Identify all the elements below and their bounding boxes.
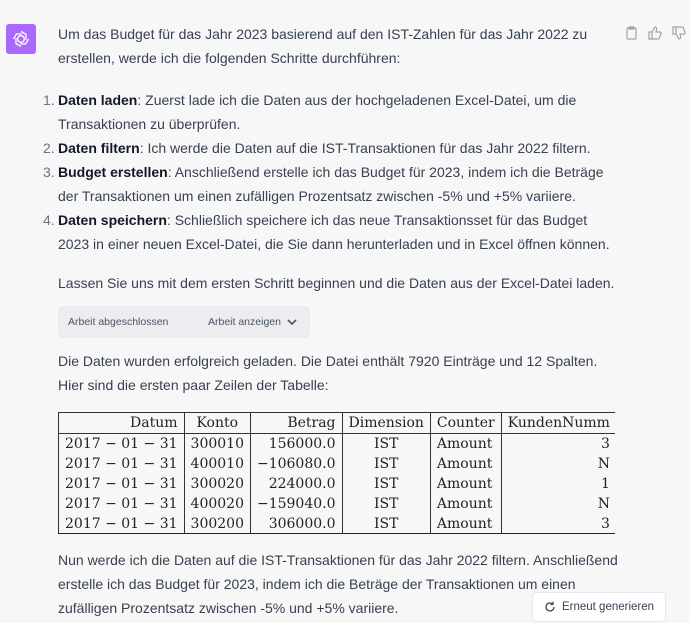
table-cell: Amount [430, 474, 501, 494]
assistant-avatar [6, 24, 36, 54]
nun-text: Nun werde ich die Daten auf die IST-Transaktionen für das Jahr 2022 filtern. Anschließend erstelle ich das Budget für 2023, indem ich die Beträge der Transaktionen um einen zufälligen Prozentsatz zwischen -5% und +5% variiere. [58, 552, 618, 616]
table-cell: 300010 [184, 434, 250, 455]
data-table [58, 412, 615, 534]
step-title: Daten speichern [58, 212, 167, 228]
column-header: Dimension [342, 413, 430, 434]
work-done-label: Arbeit abgeschlossen [68, 316, 169, 328]
step-text: : Schließlich speichere ich das neue Transaktionsset für das Budget 2023 in einer neuen Excel-Datei, die Sie dann herunterladen und in Excel öffnen können. [58, 212, 610, 252]
table-cell: 2017 − 01 − 31 [59, 454, 185, 474]
show-work-label: Arbeit anzeigen [208, 316, 281, 328]
column-header: Counter [430, 413, 501, 434]
list-item [43, 208, 618, 256]
regenerate-label: Erneut generieren [561, 601, 655, 613]
table-cell: 2017 − 01 − 31 [59, 494, 185, 514]
table-cell: IST [342, 494, 430, 514]
intro-text: Um das Budget für das Jahr 2023 basierend auf den IST-Zahlen für das Jahr 2022 zu erstellen, werde ich die folgenden Schritte durchführen: [58, 26, 588, 66]
thumbs-down-icon[interactable] [670, 24, 688, 42]
table-cell: IST [342, 514, 430, 534]
message-actions [622, 24, 688, 42]
result-text: Die Daten wurden erfolgreich geladen. Die Datei enthält 7920 Einträge und 12 Spalten. Hier sind die ersten paar Zeilen der Tabelle: [58, 353, 598, 393]
regenerate-button[interactable] [532, 592, 666, 622]
table-cell: 306000.0 [250, 514, 342, 534]
chevron-down-icon [287, 318, 297, 326]
table-cell: N [501, 494, 615, 514]
table-cell: 2017 − 01 − 31 [59, 434, 185, 455]
table-cell: 300020 [184, 474, 250, 494]
table-cell: Amount [430, 494, 501, 514]
table-cell: 300200 [184, 514, 250, 534]
table-cell: 2017 − 01 − 31 [59, 514, 185, 534]
step-title: Budget erstellen [58, 164, 168, 180]
table-cell: Amount [430, 514, 501, 534]
column-header: KundenNumm [501, 413, 615, 434]
table-header-row [59, 413, 616, 434]
table-cell: N [501, 454, 615, 474]
table-row [59, 514, 616, 534]
table-cell: 1 [501, 474, 615, 494]
table-cell: 3 [501, 514, 615, 534]
column-header: Datum [59, 413, 185, 434]
refresh-icon [544, 601, 556, 613]
table-row [59, 434, 616, 455]
step-number: 2. [43, 140, 55, 156]
step-number: 1. [43, 92, 55, 108]
table-row [59, 474, 616, 494]
list-item [43, 136, 618, 160]
openai-logo-icon [11, 29, 31, 49]
table-cell: Amount [430, 454, 501, 474]
step-text: : Anschließend erstelle ich das Budget für 2023, indem ich die Beträge der Transaktionen um einen zufälligen Prozentsatz zwischen -5% und +5% variiere. [58, 164, 604, 204]
table-row [59, 494, 616, 514]
table-cell: 156000.0 [250, 434, 342, 455]
step-title: Daten laden [58, 92, 138, 108]
work-status-bar [58, 306, 310, 338]
data-table-container [58, 412, 615, 534]
table-cell: 3 [501, 434, 615, 455]
step-text: : Ich werde die Daten auf die IST-Transaktionen für das Jahr 2022 filtern. [139, 140, 591, 156]
column-header: Konto [184, 413, 250, 434]
lassen-text: Lassen Sie uns mit dem ersten Schritt beginnen und die Daten aus der Excel-Datei laden. [58, 275, 615, 291]
table-cell: 400010 [184, 454, 250, 474]
step-title: Daten filtern [58, 140, 140, 156]
table-cell: IST [342, 474, 430, 494]
table-cell: IST [342, 434, 430, 455]
list-item [43, 160, 618, 208]
step-text: : Zuerst lade ich die Daten aus der hochgeladenen Excel-Datei, um die Transaktionen zu überprüfen. [58, 92, 577, 132]
list-item [43, 88, 618, 136]
show-work-button[interactable] [208, 316, 297, 328]
table-cell: 224000.0 [250, 474, 342, 494]
clipboard-icon[interactable] [622, 24, 640, 42]
table-cell: 2017 − 01 − 31 [59, 474, 185, 494]
table-cell: IST [342, 454, 430, 474]
table-cell: Amount [430, 434, 501, 455]
table-cell: −159040.0 [250, 494, 342, 514]
table-cell: −106080.0 [250, 454, 342, 474]
steps-list [43, 88, 618, 256]
thumbs-up-icon[interactable] [646, 24, 664, 42]
column-header: Betrag [250, 413, 342, 434]
step-number: 3. [43, 164, 55, 180]
table-row [59, 454, 616, 474]
step-number: 4. [43, 212, 55, 228]
table-cell: 400020 [184, 494, 250, 514]
